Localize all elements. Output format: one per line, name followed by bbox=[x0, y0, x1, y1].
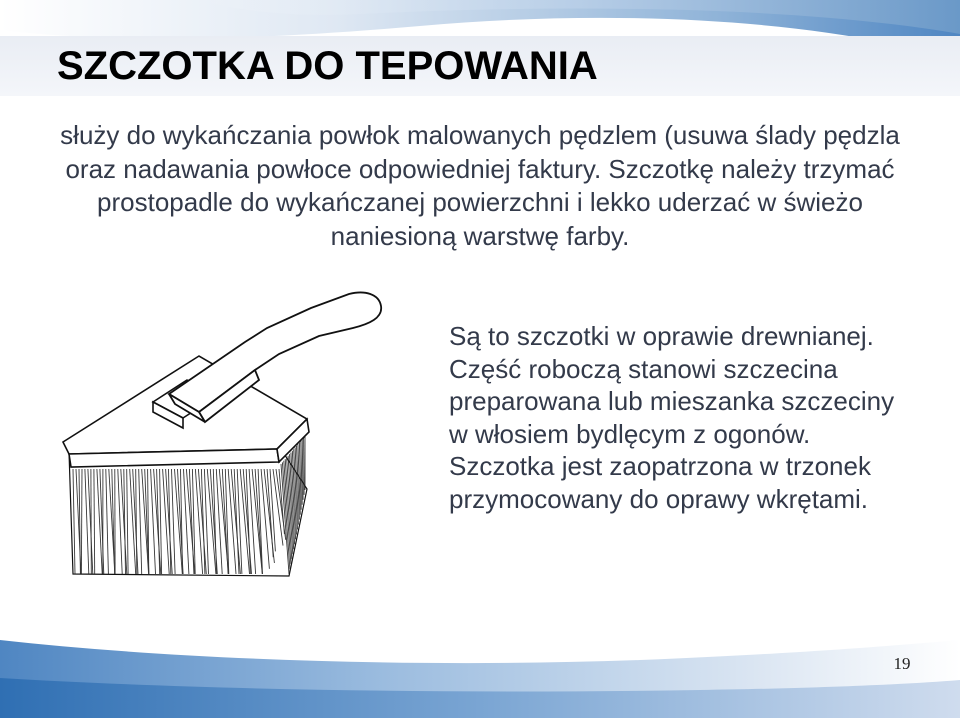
side-paragraph: Są to szczotki w oprawie drewnianej. Część roboczą stanowi szczecina preparowana lub mieszanka szczeciny w włosiem bydlęcym z ogonów. Szczotka jest zaopatrzona w trzonek przymocowany do oprawy wkrętami. bbox=[449, 321, 895, 514]
slide-title: SZCZOTKA DO TEPOWANIA bbox=[57, 44, 598, 88]
page-number: 19 bbox=[893, 654, 911, 673]
main-paragraph: służy do wykańczania powłok malowanych pędzlem (usuwa ślady pędzla oraz nadawania powłoce odpowiedniej faktury. Szczotkę należy trzymać prostopadle do wykańczanej powierzchni i lekko uderzać w świeżo naniesioną warstwę farby. bbox=[60, 120, 900, 251]
brush-icon bbox=[49, 284, 397, 588]
stippling-brush-illustration bbox=[49, 284, 397, 588]
